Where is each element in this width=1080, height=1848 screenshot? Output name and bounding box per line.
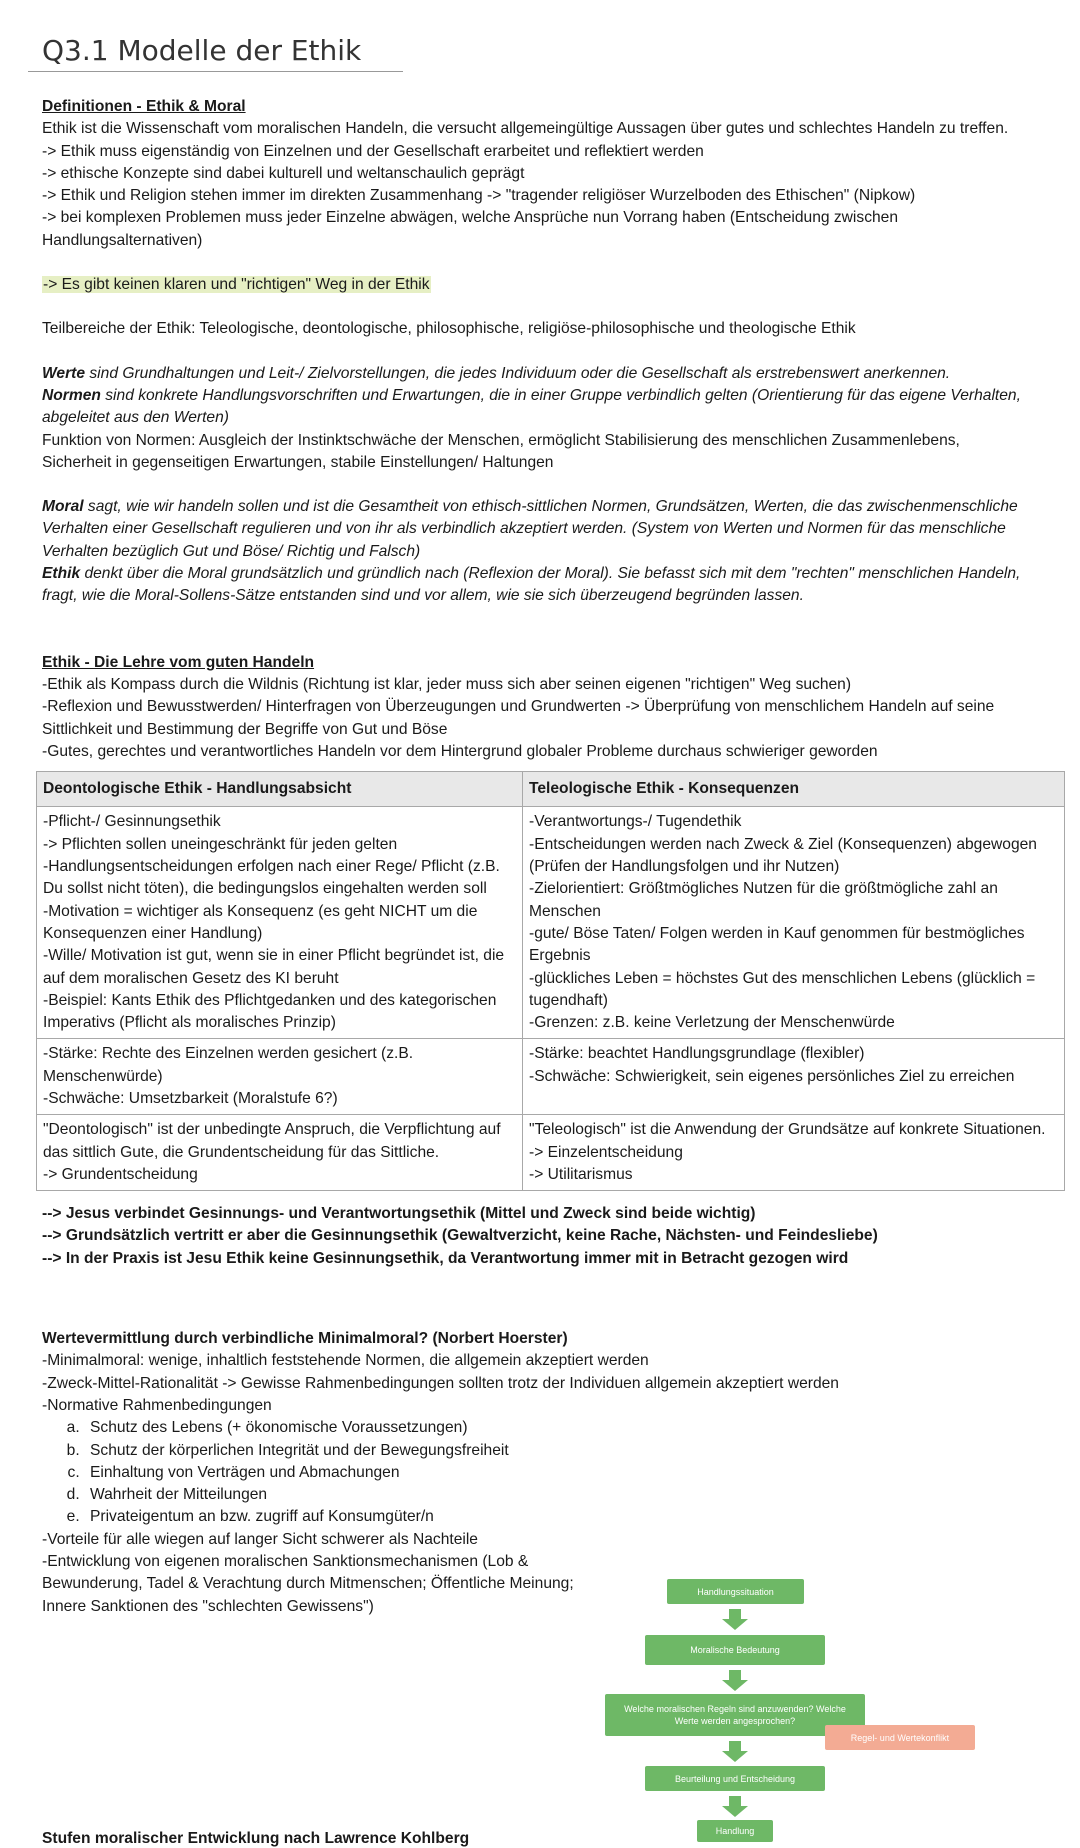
cell-line: "Teleologisch" ist die Anwendung der Grundsätze auf konkrete Situationen. [529,1121,1046,1139]
list-item: a. Schutz des Lebens (+ ökonomische Voraussetzungen) [84,1417,1022,1439]
table-cell [523,807,1065,1039]
moral-term: Moral [42,498,84,516]
normen-definition [42,385,1022,430]
cell-line: -Stärke: beachtet Handlungsgrundlage (flexibler) [529,1045,865,1063]
summary-line: --> In der Praxis ist Jesu Ethik keine Gesinnungsethik, da Verantwortung immer mit in Betracht gezogen wird [42,1249,849,1267]
summary-block [42,1203,1022,1270]
cell-line: -Motivation = wichtiger als Konsequenz (es geht NICHT um die Konsequenzen einer Handlung) [43,902,478,942]
text-line: -> bei komplexen Problemen muss jeder Einzelne abwägen, welche Ansprüche nun Vorrang haben (Entscheidung zwischen Handlungsalternativen) [42,209,899,249]
page-title: Q3.1 Modelle der Ethik [42,34,362,67]
text-line: -Vorteile für alle wiegen auf langer Sicht schwerer als Nachteile [42,1530,478,1548]
flow-step-regeln-werte: Welche moralischen Regeln sind anzuwenden? Welche Werte werden angesprochen? [605,1694,865,1736]
text-line: -> Ethik muss eigenständig von Einzelnen und der Gesellschaft erarbeitet und reflektiert werden [42,142,704,160]
column-header-teleological: Teleologische Ethik - Konsequenzen [523,772,1065,807]
flow-step-handlung: Handlung [697,1820,773,1842]
next-heading-cut-off: Stufen moralischer Entwicklung nach Lawrence Kohlberg [42,1830,470,1847]
text-line: -Gutes, gerechtes und verantwortliches Handeln vor dem Hintergrund globaler Probleme durchaus schwieriger geworden [42,742,878,760]
normen-term: Normen [42,386,101,404]
decision-flow-diagram [600,1575,1010,1842]
flow-step-moralische-bedeutung: Moralische Bedeutung [645,1635,825,1665]
ethik-definition [42,563,1022,608]
text-line: -Zweck-Mittel-Rationalität -> Gewisse Rahmenbedingungen sollten trotz der Individuen allgemein akzeptiert werden [42,1374,839,1392]
table-row [37,807,1065,1039]
cell-line: -> Einzelentscheidung [529,1143,683,1161]
cell-line: -Handlungsentscheidungen erfolgen nach einer Rege/ Pflicht (z.B. Du sollst nicht töten), die bedingungslos eingehalten werden soll [43,858,500,898]
cell-line: -Verantwortungs-/ Tugendethik [529,813,742,831]
summary-line: --> Grundsätzlich vertritt er aber die Gesinnungsethik (Gewaltverzicht, keine Rache, Nächsten- und Feindesliebe) [42,1227,878,1245]
table-cell [37,1039,523,1115]
list-item: b. Schutz der körperlichen Integrität und der Bewegungsfreiheit [84,1440,1022,1462]
table-cell [37,807,523,1039]
section-heading-definitions: Definitionen - Ethik & Moral [42,98,246,115]
summary-line: --> Jesus verbindet Gesinnungs- und Verantwortungsethik (Mittel und Zweck sind beide wichtig) [42,1205,756,1223]
cell-line: -glückliches Leben = höchstes Gut des menschlichen Lebens (glücklich = tugendhaft) [529,969,1036,1009]
normen-text: sind konkrete Handlungsvorschriften und Erwartungen, die in einer Gruppe verbindlich gelten (Orientierung für das eigene Verhalten, abgeleitet aus den Werten) [42,386,1021,427]
text-line: -Reflexion und Bewusstwerden/ Hinterfragen von Überzeugungen und Grundwerten -> Überprüfung von menschlichem Handeln auf seine Sittlichkeit und Bestimmung der Begriffe von Gut und Böse [42,698,995,738]
moral-text: sagt, wie wir handeln sollen und ist die Gesamtheit von ethisch-sittlichen Normen, Grundsätzen, Werten, die das zwischenmenschliche Verhalten einer Gesellschaft regulieren und von ihr als verbindlich akzeptiert werden. (System von Werten und Normen für das menschliche Verhalten bezüglich Gut und Böse/ Richtig und Falsch) [42,498,1018,560]
cell-line: -Zielorientiert: Größtmögliches Nutzen für die größtmögliche zahl an Menschen [529,880,998,920]
ethik-term: Ethik [42,565,81,583]
werte-text: sind Grundhaltungen und Leit-/ Zielvorstellungen, die jedes Individuum oder die Gesellschaft als erstrebenswert anerkennen. [85,364,951,382]
table-row [37,1039,1065,1115]
text-line: -Normative Rahmenbedingungen [42,1396,272,1414]
highlighted-statement: -> Es gibt keinen klaren und "richtigen" Weg in der Ethik [43,276,430,294]
text-line: -Ethik als Kompass durch die Wildnis (Richtung ist klar, jeder muss sich aber seinen eigenen "richtigen" Weg suchen) [42,675,852,693]
list-item: d. Wahrheit der Mitteilungen [84,1484,1022,1506]
funktion-normen: Funktion von Normen: Ausgleich der Instinktschwäche der Menschen, ermöglicht Stabilisierung des menschlichen Zusammenlebens, Sicherheit in gegenseitigen Erwartungen, stabile Einstellungen/ Haltungen [42,431,960,471]
table-cell [523,1039,1065,1115]
flow-side-konflikt: Regel- und Wertekonflikt [825,1725,975,1750]
werte-term: Werte [42,364,86,382]
table-cell [37,1115,523,1191]
highlight-line-wrapper [42,274,1022,296]
cell-line: "Deontologisch" ist der unbedingte Anspruch, die Verpflichtung auf das sittlich Gute, die Grundentscheidung für das Sittliche. [43,1121,501,1161]
list-item: e. Privateigentum an bzw. zugriff auf Konsumgüter/n [84,1506,1022,1528]
werte-definition [42,363,1022,385]
table-cell [523,1115,1065,1191]
column-header-deontological: Deontologische Ethik - Handlungsabsicht [37,772,523,807]
flow-step-beurteilung: Beurteilung und Entscheidung [645,1766,825,1791]
section-heading-minimalmoral: Wertevermittlung durch verbindliche Minimalmoral? (Norbert Hoerster) [42,1330,568,1348]
table-row [37,1115,1065,1191]
list-item: c. Einhaltung von Verträgen und Abmachungen [84,1462,1022,1484]
document-body [42,96,1046,1618]
cell-line: -Pflicht-/ Gesinnungsethik [43,813,221,831]
flow-step-handlungssituation: Handlungssituation [667,1579,804,1604]
rahmenbedingungen-list [42,1417,1022,1528]
title-underline [28,71,403,72]
ethik-text: denkt über die Moral grundsätzlich und gründlich nach (Reflexion der Moral). Sie befasst sich mit dem "rechten" menschlichen Handeln, fragt, wie die Moral-Sollens-Sätze entstanden sind und vor allem, wie sie sich überzeugend begründen lassen. [42,565,1021,605]
cell-line: -> Pflichten sollen uneingeschränkt für jeden gelten [43,835,398,853]
ethics-comparison-table [36,771,1065,1191]
text-line: -> Ethik und Religion stehen immer im direkten Zusammenhang -> "tragender religiöser Wurzelboden des Ethischen" (Nipkow) [42,187,916,205]
text-line: -Minimalmoral: wenige, inhaltlich feststehende Normen, die allgemein akzeptiert werden [42,1352,649,1370]
cell-line: -Beispiel: Kants Ethik des Pflichtgedanken und des kategorischen Imperativs (Pflicht als moralisches Prinzip) [43,991,497,1032]
cell-line: -Entscheidungen werden nach Zweck & Ziel (Konsequenzen) abgewogen (Prüfen der Handlungsfolgen und ihr Nutzen) [529,835,1037,876]
section-heading-lehre: Ethik - Die Lehre vom guten Handeln [42,653,315,671]
moral-definition [42,496,1022,563]
cell-line: -Wille/ Motivation ist gut, wenn sie in einer Pflicht begründet ist, die auf dem moralischen Gesetz des KI beruht [43,947,505,987]
cell-line: -Stärke: Rechte des Einzelnen werden gesichert (z.B. Menschenwürde) [43,1045,414,1085]
teilbereiche-line: Teilbereiche der Ethik: Teleologische, deontologische, philosophische, religiöse-philosophische und theologische Ethik [42,320,856,338]
cell-line: -Grenzen: z.B. keine Verletzung der Menschenwürde [529,1014,895,1032]
text-line: Ethik ist die Wissenschaft vom moralischen Handeln, die versucht allgemeingültige Aussagen über gutes und schlechtes Handeln zu treffen. [42,120,1009,138]
text-line: -Entwicklung von eigenen moralischen Sanktionsmechanismen (Lob & Bewunderung, Tadel & Verachtung durch Mitmenschen; Öffentliche Meinung; Innere Sanktionen des "schlechten Gewissens") [42,1553,574,1615]
table-header-row [37,772,1065,807]
cell-line: -Schwäche: Schwierigkeit, sein eigenes persönliches Ziel zu erreichen [529,1067,1015,1085]
cell-line: -> Grundentscheidung [43,1165,198,1183]
text-line: -> ethische Konzepte sind dabei kulturell und weltanschaulich geprägt [42,164,525,182]
cell-line: -Schwäche: Umsetzbarkeit (Moralstufe 6?) [43,1089,338,1107]
cell-line: -gute/ Böse Taten/ Folgen werden in Kauf genommen für bestmögliches Ergebnis [529,924,1025,965]
cell-line: -> Utilitarismus [529,1165,633,1183]
